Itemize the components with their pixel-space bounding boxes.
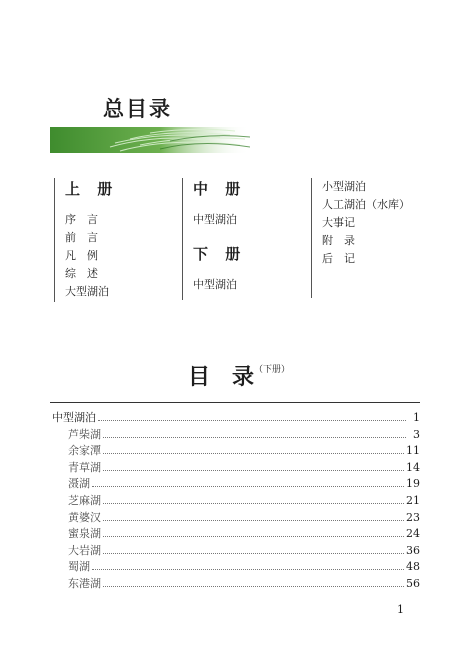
divider bbox=[50, 402, 420, 403]
volume-heading: 上 册 bbox=[65, 180, 119, 198]
toc-entry-title: 大岩湖 bbox=[68, 543, 101, 557]
toc-entry[interactable] bbox=[52, 542, 420, 559]
volume-item: 中型湖泊 bbox=[193, 213, 237, 226]
toc-entry-page: 11 bbox=[406, 444, 420, 458]
volume-item: 大型湖泊 bbox=[65, 285, 109, 298]
volume-item: 中型湖泊 bbox=[193, 278, 237, 291]
toc-entry-page: 23 bbox=[406, 510, 420, 524]
volume-item: 前 言 bbox=[65, 231, 98, 244]
toc-entry-page: 14 bbox=[406, 460, 420, 474]
toc-entry-page: 56 bbox=[406, 576, 420, 590]
toc-title bbox=[188, 360, 290, 391]
toc-entry-title: 青草湖 bbox=[68, 460, 101, 474]
toc-entry-title: 余家潭 bbox=[68, 444, 101, 458]
toc-title-char: 录 bbox=[232, 364, 255, 390]
toc-entry-page: 1 bbox=[413, 411, 420, 424]
volume-column-upper bbox=[54, 178, 118, 302]
toc-entry-page: 3 bbox=[413, 427, 420, 441]
grass-banner-image bbox=[50, 127, 250, 153]
toc-entry[interactable] bbox=[52, 475, 420, 492]
toc-entry[interactable] bbox=[52, 426, 420, 443]
toc-entry-title: 中型湖泊 bbox=[52, 411, 96, 424]
volume-item: 序 言 bbox=[65, 213, 98, 226]
volume-column-lower-continued bbox=[311, 178, 410, 298]
volume-item: 综 述 bbox=[65, 267, 98, 280]
volume-item: 凡 例 bbox=[65, 249, 98, 262]
volume-item: 附 录 bbox=[322, 234, 355, 247]
toc-entry[interactable] bbox=[52, 509, 420, 526]
toc-entry-page: 21 bbox=[406, 493, 420, 507]
toc-entry-title: 滠湖 bbox=[68, 477, 90, 491]
toc-entry-page: 36 bbox=[406, 543, 420, 557]
toc-entry-title: 芦柴湖 bbox=[68, 427, 101, 441]
page-number: 1 bbox=[397, 603, 404, 616]
volume-heading: 下 册 bbox=[193, 245, 247, 263]
toc-entry[interactable] bbox=[52, 409, 420, 426]
toc-title-char: 目 bbox=[188, 364, 211, 390]
overview-title: 总目录 bbox=[103, 97, 172, 121]
toc-entry-title: 东港湖 bbox=[68, 576, 101, 590]
volume-column-middle-lower bbox=[182, 178, 246, 300]
toc-entry-title: 芝麻湖 bbox=[68, 493, 101, 507]
volume-item: 大事记 bbox=[322, 216, 355, 229]
toc-entry[interactable] bbox=[52, 575, 420, 592]
toc-entry-page: 48 bbox=[406, 560, 420, 574]
toc-entry[interactable] bbox=[52, 525, 420, 542]
volume-heading: 中 册 bbox=[193, 180, 247, 198]
volume-item: 人工湖泊（水库） bbox=[322, 198, 410, 211]
toc-entry[interactable] bbox=[52, 442, 420, 459]
toc-subtitle: （下册） bbox=[254, 365, 291, 375]
volume-item: 后 记 bbox=[322, 252, 355, 265]
toc-entry-title: 黄婆汉 bbox=[68, 510, 101, 524]
toc-list bbox=[52, 409, 420, 592]
volume-item: 小型湖泊 bbox=[322, 180, 366, 193]
toc-entry[interactable] bbox=[52, 459, 420, 476]
toc-entry-page: 24 bbox=[406, 527, 420, 541]
toc-entry[interactable] bbox=[52, 492, 420, 509]
toc-entry-page: 19 bbox=[406, 477, 420, 491]
toc-entry[interactable] bbox=[52, 558, 420, 575]
toc-entry-title: 蜀湖 bbox=[68, 560, 90, 574]
toc-entry-title: 蜜泉湖 bbox=[68, 527, 101, 541]
